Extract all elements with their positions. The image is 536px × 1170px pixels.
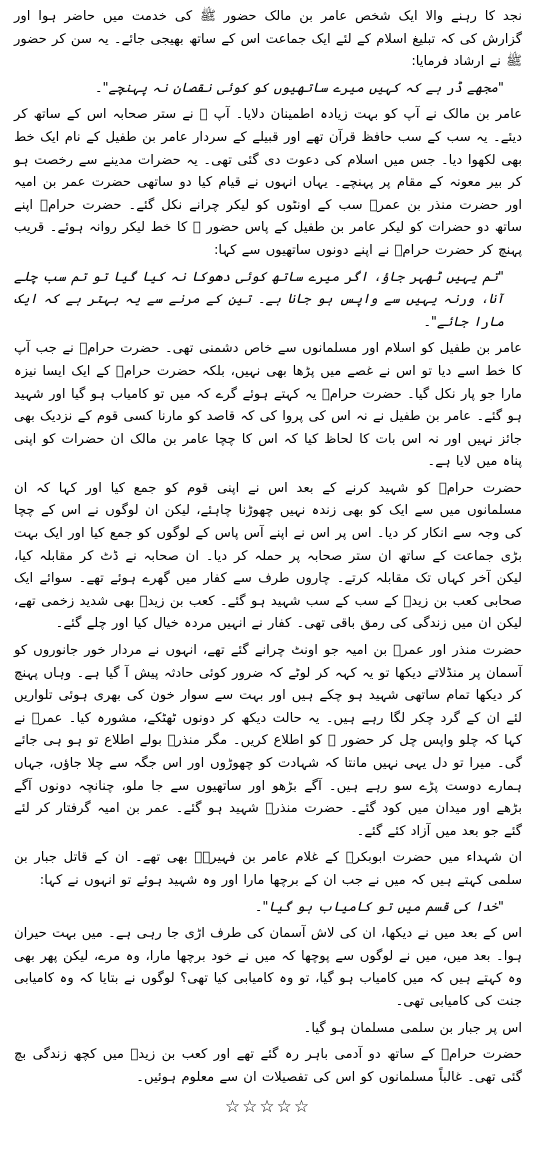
paragraph-jabbar: اس کے بعد میں نے دیکھا، ان کی لاش آسمان کی طرف اڑی جا رہی ہے۔ میں بہت حیران ہوا۔ بعد میں، میں نے لوگوں سے پوچھا کہ میں نے خود برچھا مارا، وہ مرے، لیکن پھر بھی وہ کہتے ہیں کہ میں کامیاب ہو گیا، تو وہ کامیابی کیا تھی؟ لوگوں نے بتایا کہ وہ کامیابی جنت کی کامیابی تھی۔ <box>14 926 522 1009</box>
paragraph-amir-tufail: عامر بن طفیل کو اسلام اور مسلمانوں سے خاص دشمنی تھی۔ حضرت حرامؓ نے جب آپ کا خط اسے دیا تو اس نے غصے میں پڑھا بھی نہیں، بلکہ حضرت حرامؓ کے ایک ایسا نیزہ مارا جو پار نکل گیا۔ حضرت حرامؓ یہ کہتے ہوئے گرے کہ میں تو کامیاب ہو گیا اور شہید ہو گئے۔ عامر بن طفیل نے نہ اس کی پروا کی کہ قاصد کو مارنا کسی قوم کے نزدیک بھی جائز نہیں اور نہ اس بات کا لحاظ کیا کہ اس کا چچا عامر بن مالک ان حضرات کو اپنی پناہ میں لایا ہے۔ <box>14 341 522 470</box>
paragraph-closing: حضرت حرامؓ کے ساتھ دو آدمی باہر رہ گئے تھے اور کعب بن زیدؓ میں کچھ زندگی بچ گئی تھی۔ غالباً مسلمانوں کو اس کی تفصیلات ان سے معلوم ہوئیں۔ <box>14 1047 522 1085</box>
paragraph-delegation: عامر بن مالک نے آپ کو بہت زیادہ اطمینان دلایا۔ آپ ﷺ نے ستر صحابہ اس کے ساتھ کر دیئے۔ یہ سب کے سب حافظ قرآن تھے اور قبیلے کے سردار عامر بن طفیل کے نام ایک خط بھی لکھوا دیا۔ جس میں اسلام کی دعوت دی گئی تھی۔ یہ حضرات مدینے سے رخصت ہو کر بیر معونہ کے مقام پر پہنچے۔ یہاں انہوں نے قیام کیا دو ساتھی حضرت عمر بن امیہ اور حضرت منذر بن عمرؓ سب کے اونٹوں کو لیکر چرانے نکل گئے۔ حضرت حرامؓ اپنے ساتھ دو حضرات کو لیکر عامر بن طفیل کے پاس حضور ﷺ کا خط لیکر روانہ ہوئے۔ قریب پہنچ کر حضرت حرامؓ نے اپنے دونوں ساتھیوں سے کہا: <box>14 107 522 258</box>
paragraph-intro: نجد کا رہنے والا ایک شخص عامر بن مالک حضور ﷺ کی خدمت میں حاضر ہوا اور گزارش کی کہ تبلیغ اسلام کے لئے ایک جماعت اس کے ساتھ بھیجی جائے۔ یہ سن کر حضور ﷺ نے ارشاد فرمایا: <box>14 9 522 70</box>
paragraph-martyrs: ان شہداء میں حضرت ابوبکرؓ کے غلام عامر بن فہیرہؓ بھی تھے۔ ان کے قاتل جبار بن سلمی کہتے ہیں کہ میں نے جب ان کے برچھا مارا اور وہ شہید ہوئے تو انہوں نے کہا: <box>14 850 522 888</box>
quote-haram: "تم یہیں ٹھہر جاؤ، اگر میرے ساتھ کوئی دھوکا نہ کیا گیا تو تم سب چلے آنا، ورنہ یہیں سے واپس ہو جانا ہے۔ تین کے مرنے سے یہ بہتر ہے کہ ایک مارا جائے"۔ <box>14 269 504 330</box>
paragraph-attack: حضرت حرامؓ کو شہید کرنے کے بعد اس نے اپنی قوم کو جمع کیا اور کہا کہ ان مسلمانوں میں سے ایک کو بھی زندہ نہیں چھوڑنا چاہئے، لیکن ان لوگوں نے اس کے چچا کی وجہ سے انکار کر دیا۔ اس پر اس نے اپنے آس پاس کے لوگوں کو جمع کیا اور ایک بہت بڑی جماعت کے ساتھ ان ستر صحابہ پر حملہ کر دیا۔ ان صحابہ نے ڈٹ کر مقابلہ کیا، لیکن آخر کہاں تک مقابلہ کرتے۔ چاروں طرف سے کفار میں گھرے ہوئے تھے۔ سوائے ایک صحابی کعب بن زیدؓ کے سب کے سب شہید ہو گئے۔ کعب بن زیدؓ بھی شدید زخمی تھے، لیکن ان میں زندگی کی رمق باقی تھی۔ کفار نے انہیں مردہ خیال کیا اور چلے گئے۔ <box>14 480 522 632</box>
quote-prophet: "مجھے ڈر ہے کہ کہیں میرے ساتھیوں کو کوئی نقصان نہ پہنچے"۔ <box>94 80 504 96</box>
paragraph-munzir: حضرت منذر اور عمرؓ بن امیہ جو اونٹ چرانے گئے تھے، انہوں نے مردار خور جانوروں کو آسمان پر منڈلاتے دیکھا تو یہ کہہ کر لوٹے کہ ضرور کوئی حادثہ پیش آ گیا ہے۔ وہاں پہنچ کر دیکھا تمام ساتھی شہید ہو چکے ہیں اور بہت سے سوار خون کی بھری ہوئی تلواریں لئے ان کے گرد چکر لگا رہے ہیں۔ یہ حالت دیکھ کر دونوں ٹھٹکے، مشورہ کیا۔ عمرؓ نے کہا کہ چلو واپس چل کر حضور ﷺ کو اطلاع کریں۔ مگر منذرؓ بولے اطلاع تو ہو ہی جائے گی۔ میرا تو دل یہی نہیں مانتا کہ شہادت کو چھوڑوں اور اس جگہ سے چلا جاؤں، جہاں ہمارے دوست پڑے سو رہے ہیں۔ آگے بڑھو اور ساتھیوں سے جا ملو، چنانچہ دونوں آگے بڑھے اور میدان میں کود گئے۔ حضرت منذرؓ شہید ہو گئے۔ عمر بن امیہ گرفتار کر لئے گئے جو بعد میں آزاد کئے گئے۔ <box>14 643 522 839</box>
star-separator: ☆☆☆☆☆ <box>224 1097 312 1118</box>
quote-amir-fuhayra: "خدا کی قسم میں تو کامیاب ہو گیا"۔ <box>254 899 504 915</box>
paragraph-conversion: اس پر جبار بن سلمی مسلمان ہو گیا۔ <box>303 1020 522 1036</box>
